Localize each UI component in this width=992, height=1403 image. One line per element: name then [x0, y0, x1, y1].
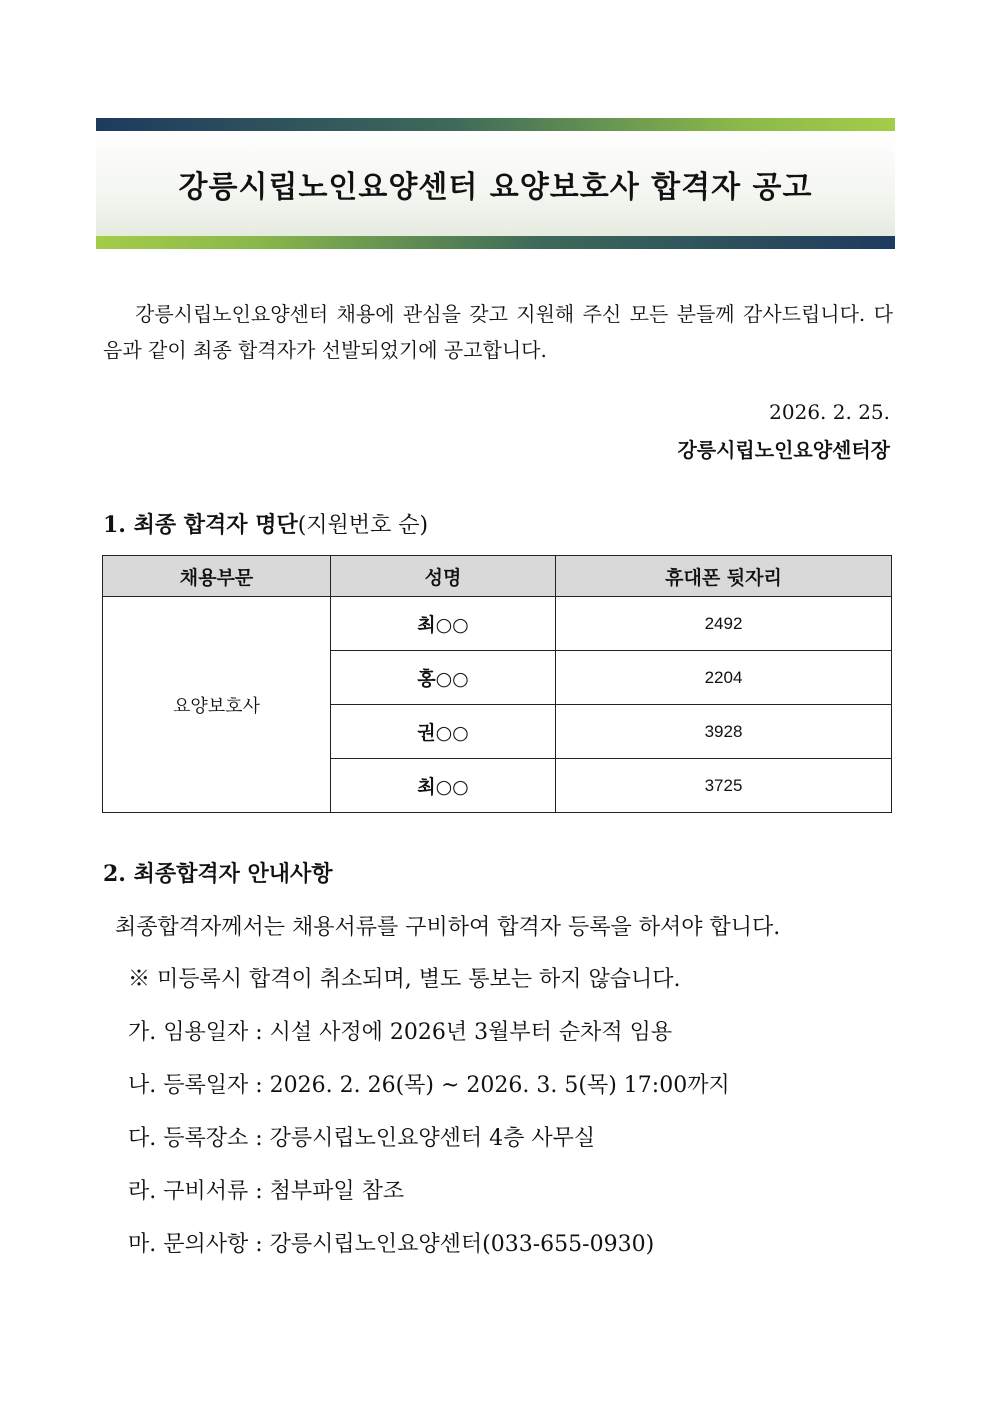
section-1-heading	[103, 508, 428, 539]
info-item: 나. 등록일자 : 2026. 2. 26(목) ~ 2026. 3. 5(목) 17:00까지	[128, 1073, 730, 1098]
name-cell: 최○○	[331, 597, 556, 651]
name-cell: 권○○	[331, 705, 556, 759]
phone-cell: 3725	[556, 759, 892, 813]
category-cell: 요양보호사	[103, 597, 331, 813]
registration-notice: 최종합격자께서는 채용서류를 구비하여 합격자 등록을 하셔야 합니다.	[115, 915, 781, 940]
title-panel	[96, 131, 895, 236]
section-1-heading-main: 1. 최종 합격자 명단	[103, 512, 298, 538]
info-item: 가. 임용일자 : 시설 사정에 2026년 3월부터 순차적 임용	[128, 1020, 673, 1045]
info-item: 다. 등록장소 : 강릉시립노인요양센터 4층 사무실	[128, 1126, 596, 1151]
phone-cell: 2492	[556, 597, 892, 651]
header-category: 채용부문	[103, 556, 331, 597]
info-item: 라. 구비서류 : 첨부파일 참조	[128, 1179, 405, 1204]
header-name: 성명	[331, 556, 556, 597]
organization-head: 강릉시립노인요양센터장	[677, 438, 890, 462]
table-header-row	[103, 556, 892, 597]
page-title: 강릉시립노인요양센터 요양보호사 합격자 공고	[178, 169, 813, 205]
info-item: 마. 문의사항 : 강릉시립노인요양센터(033-655-0930)	[128, 1232, 655, 1257]
announcement-date: 2026. 2. 25.	[769, 400, 890, 424]
intro-paragraph: 강릉시립노인요양센터 채용에 관심을 갖고 지원해 주신 모든 분들께 감사드립니다. 다음과 같이 최종 합격자가 선발되었기에 공고합니다.	[103, 302, 893, 362]
phone-cell: 3928	[556, 705, 892, 759]
title-banner	[96, 118, 895, 249]
table-row	[103, 597, 892, 651]
successful-candidates-table	[102, 555, 892, 813]
name-cell: 최○○	[331, 759, 556, 813]
section-2-heading: 2. 최종합격자 안내사항	[103, 861, 333, 887]
phone-cell: 2204	[556, 651, 892, 705]
name-cell: 홍○○	[331, 651, 556, 705]
section-1-heading-note: (지원번호 순)	[297, 513, 429, 538]
header-phone: 휴대폰 뒷자리	[556, 556, 892, 597]
title-top-bar	[96, 118, 895, 131]
cancellation-warning: ※ 미등록시 합격이 취소되며, 별도 통보는 하지 않습니다.	[128, 967, 681, 992]
title-bottom-bar	[96, 236, 895, 249]
